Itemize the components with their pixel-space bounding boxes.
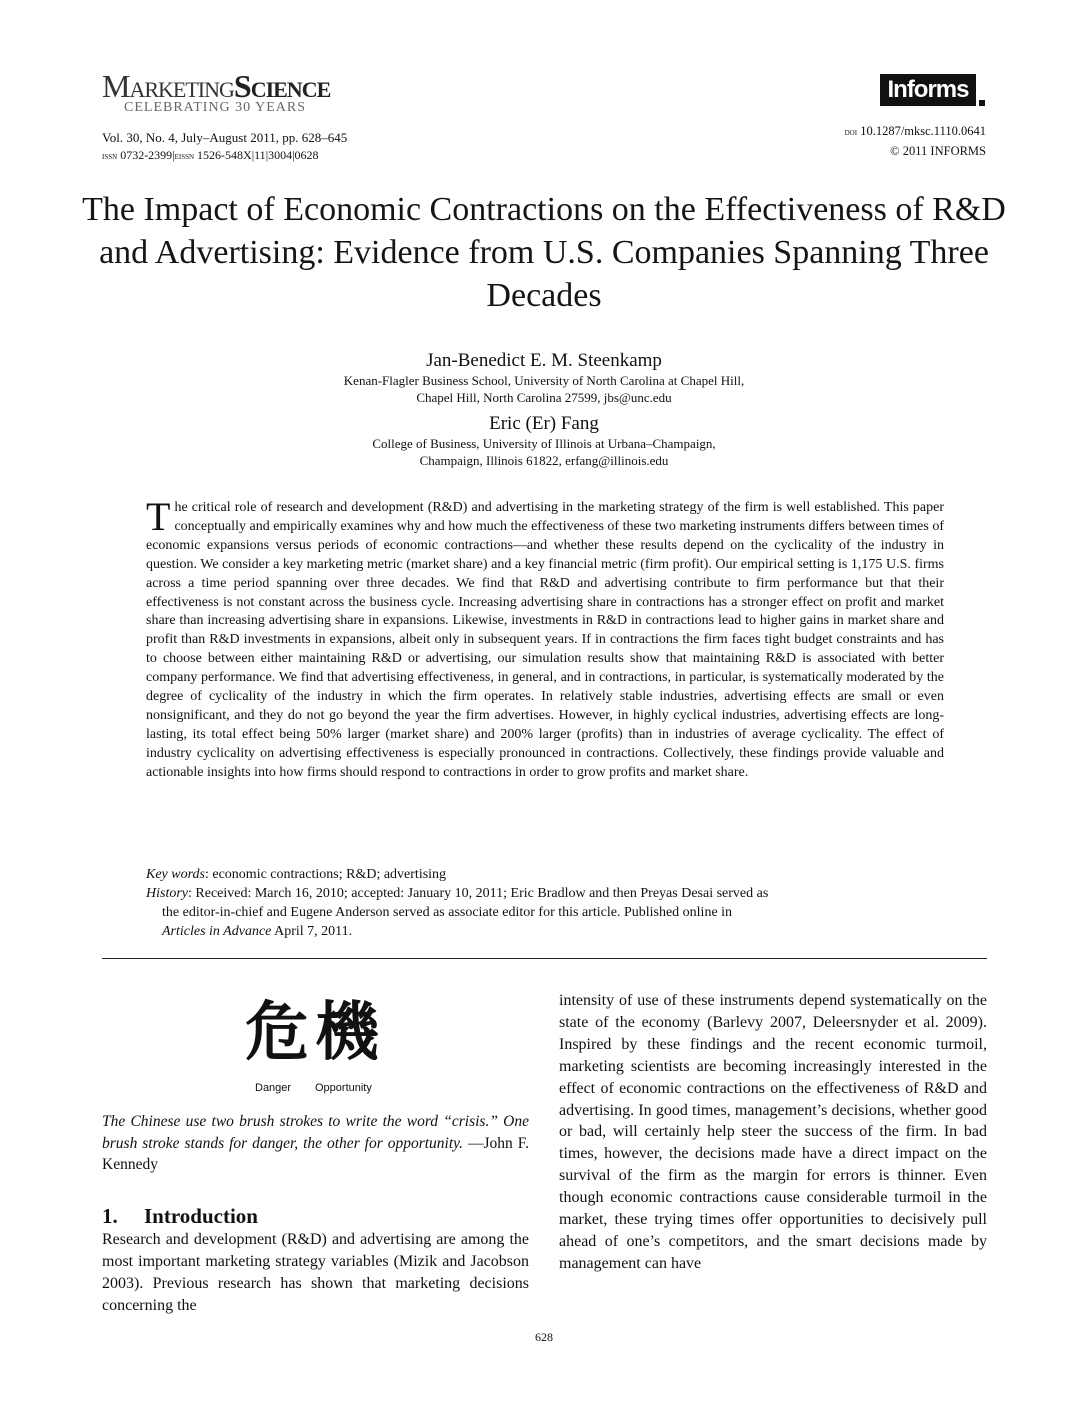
author-name: Eric (Er) Fang bbox=[489, 413, 599, 434]
author-block bbox=[110, 350, 978, 476]
doi-link[interactable]: 10.1287/mksc.1110.0641 bbox=[860, 124, 986, 138]
glyph-caption: Danger Opportunity bbox=[255, 1082, 372, 1094]
doi-block: doi 10.1287/mksc.1110.0641 © 2011 INFORMS bbox=[845, 122, 986, 161]
section-divider bbox=[102, 958, 987, 959]
drop-cap: T bbox=[146, 494, 171, 539]
copyright: © 2011 INFORMS bbox=[890, 144, 986, 158]
article-metadata: Key words: economic contractions; R&D; advertising History: Received: March 16, 2010; accepted: January 10, 2011; Eric Bradlow and then Preyas Desai served as the editor-in-chief and Eugene Anderson served as associate editor for this article. Published online in Articles in Advance April 7, 2011. bbox=[146, 865, 944, 941]
epigraph-quote: The Chinese use two brush strokes to write the word “crisis.” One brush stroke stands for danger, the other for opportunity. —John F. Kennedy bbox=[102, 1113, 529, 1173]
abstract-text: he critical role of research and development (R&D) and advertising in the marketing strategy of the firm is well established. This paper conceptually and empirically examines why and how much the effectiveness of these two marketing instruments differs between times of economic expansions versus periods of economic contractions—and whether these results depend on the cyclicality of the industry in question. We consider a key marketing metric (market share) and a key financial metric (firm profit). Our empirical setting is 1,175 U.S. firms across a time period spanning over three decades. We find that R&D and advertising contribute to firm performance but that their effectiveness is not constant across the business cycle. Increasing advertising share in contractions has a stronger effect on profit and market share than increasing advertising share in expansions. Likewise, investments in R&D in contractions lead to higher gains in market share and profit than R&D investments in expansions, albeit only in subsequent years. If in contractions the firm faces tight budget constraints and has to choose between either maintaining R&D or advertising, our simulation results show that maintaining R&D is associated with better company performance. We find that advertising effectiveness, in general, and in contractions, in particular, is systematically moderated by the degree of cyclicality of the industry in which the firm operates. In relatively stable industries, advertising effects are small or even nonsignificant, and they do not go beyond the year the firm advertises. However, in highly cyclical industries, advertising effects are long-lasting, its total effect being 50% larger (market share) and 200% larger (profits) than in industries of average cyclicality. The effect of industry cyclicality on advertising effectiveness is especially pronounced in contractions. Collectively, these findings provide valuable and actionable insights into how firms should respond to contractions in order to grow profits and market share. bbox=[146, 500, 944, 780]
body-text-left: Research and development (R&D) and advertising are among the most important marketing strategy variables (Mizik and Jacobson 2003). Previous research has shown that marketing decisions concerning the bbox=[102, 1231, 529, 1314]
body-text-right: intensity of use of these instruments depend systematically on the state of the economy (Barlevy 2007, Deleersnyder et al. 2009). Inspired by these findings and the recent economic turmoil, marketing scientists are becoming increasingly interested in the effect of economic contractions on the effectiveness of R&D and advertising. In good times, management’s decisions, whether good or bad, will certainly help steer the success of the firm. In bad times, however, the decisions made have a direct impact on the survival of the firm as the margin for errors is thinner. Even though economic contractions cause considerable turmoil in the market, these trying times offer opportunities to decisively pull ahead of one’s competitors, and the smart decisions made by management can have bbox=[559, 992, 987, 1272]
volume-line: Vol. 30, No. 4, July–August 2011, pp. 628–645 bbox=[102, 130, 348, 145]
author-name: Jan-Benedict E. M. Steenkamp bbox=[426, 350, 662, 371]
journal-masthead bbox=[102, 70, 462, 163]
history: History: Received: March 16, 2010; accepted: January 10, 2011; Eric Bradlow and then Preyas Desai served as bbox=[146, 886, 769, 901]
informs-logo-dot bbox=[979, 100, 985, 106]
informs-logo: Informs bbox=[880, 74, 976, 106]
issn-line: issn 0732-2399|eissn 1526-548X|11|3004|0628 bbox=[102, 148, 319, 162]
section-heading: 1. Introduction bbox=[102, 1204, 258, 1228]
journal-logo: MarketingScience bbox=[102, 68, 331, 104]
chinese-crisis-glyphs: 危機 bbox=[245, 996, 385, 1070]
journal-tagline: CELEBRATING 30 YEARS bbox=[124, 100, 307, 115]
keywords: Key words: economic contractions; R&D; advertising bbox=[146, 867, 447, 882]
page-number: 628 bbox=[535, 1330, 553, 1344]
author-affiliation: College of Business, University of Illinois at Urbana–Champaign, Champaign, Illinois 61822, erfang@illinois.edu bbox=[372, 436, 716, 468]
author-affiliation: Kenan-Flagler Business School, University of North Carolina at Chapel Hill, Chapel Hill, North Carolina 27599, jbs@unc.edu bbox=[343, 373, 745, 405]
article-title: The Impact of Economic Contractions on the Effectiveness of R&D and Advertising: Evidence from U.S. Companies Spanning Three Decades bbox=[82, 191, 1006, 314]
abstract bbox=[146, 494, 944, 783]
